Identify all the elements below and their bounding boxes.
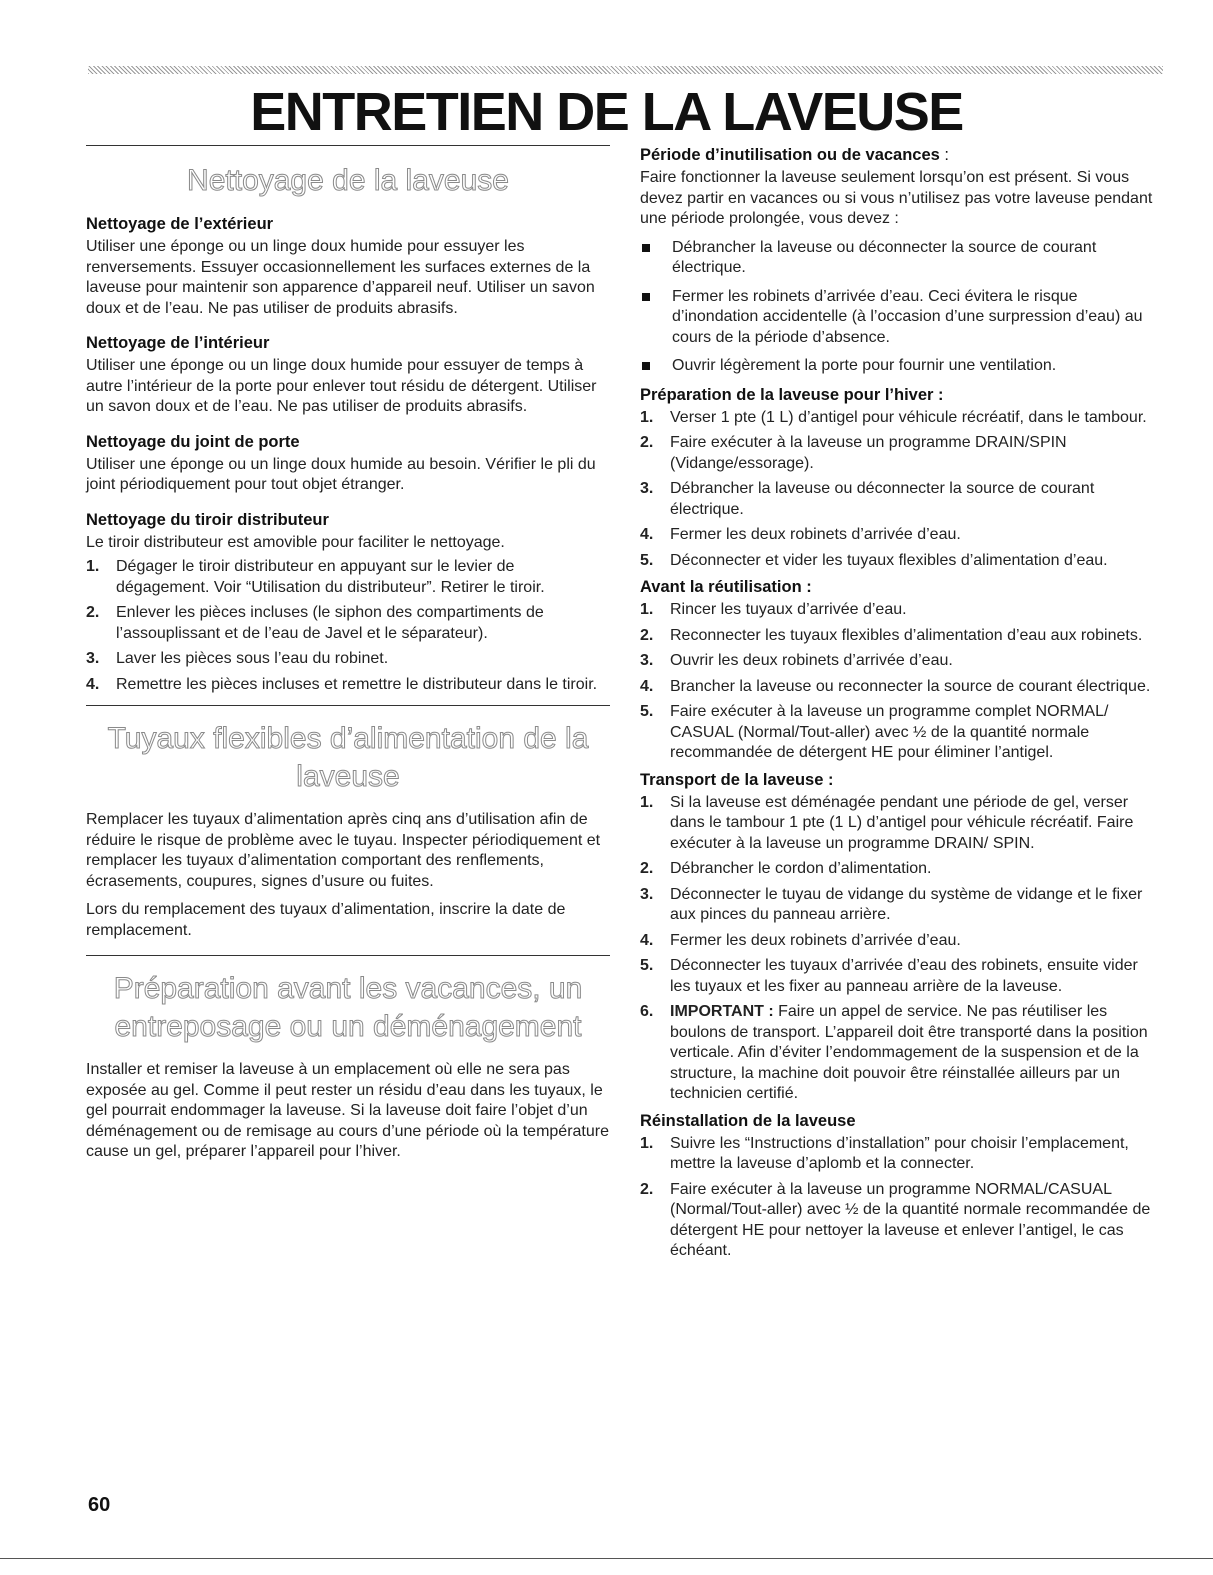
- step-text: Suivre les “Instructions d’installation” pour choisir l’emplacement, mettre la laveuse d’aplomb et la connecter.: [670, 1134, 1129, 1172]
- subheading-interior: Nettoyage de l’intérieur: [86, 334, 270, 352]
- step-number: 3.: [86, 650, 100, 667]
- step-number: 4.: [86, 675, 100, 693]
- paragraph-vacation-intro: Faire fonctionner la laveuse seulement lorsqu’on est présent. Si vous devez partir en vacances ou si vous n’utilisez pas votre laveuse pendant une période prolongée, vous devez :: [640, 169, 1153, 227]
- list-item: [86, 675, 610, 696]
- step-number: 1.: [86, 558, 100, 575]
- reuse-steps: [640, 600, 1160, 764]
- list-item: [86, 649, 610, 670]
- subheading-vacation-colon: :: [939, 146, 949, 164]
- list-item: [640, 677, 1160, 698]
- list-item: [640, 702, 1160, 764]
- step-text: Reconnecter les tuyaux flexibles d’alimentation d’eau aux robinets.: [670, 626, 1143, 644]
- step-number: 2.: [640, 1180, 654, 1198]
- step-text: Débrancher la laveuse ou déconnecter la source de courant électrique.: [670, 480, 1095, 518]
- step-number: 6.: [640, 1003, 654, 1020]
- list-item: [640, 433, 1160, 474]
- dispenser-steps: [86, 557, 610, 695]
- paragraph-hoses-2: Lors du remplacement des tuyaux d’alimentation, inscrire la date de remplacement.: [86, 901, 566, 939]
- paragraph-interior: Utiliser une éponge ou un linge doux humide pour essuyer de temps à autre l’intérieur de la porte pour enlever tout résidu de détergent. Utiliser un savon doux et de l’eau. Ne pas utiliser de produits abrasifs.: [86, 357, 597, 415]
- step-text: Rincer les tuyaux d’arrivée d’eau.: [670, 601, 907, 618]
- page-title: ENTRETIEN DE LA LAVEUSE: [250, 82, 963, 142]
- square-bullet-icon: [642, 293, 650, 301]
- bullet-text: Fermer les robinets d’arrivée d’eau. Ceci évitera le risque d’inondation accidentelle (à l’occasion d’une surpression d’eau) au cours de la période d’absence.: [672, 287, 1143, 346]
- step-text: Déconnecter les tuyaux d’arrivée d’eau des robinets, ensuite vider les tuyaux et les fixer au panneau arrière de la laveuse.: [670, 957, 1138, 995]
- list-item: [640, 793, 1160, 855]
- subheading-vacation-text: Période d’inutilisation ou de vacances: [640, 146, 940, 164]
- subheading-dispenser: Nettoyage du tiroir distributeur: [86, 510, 329, 529]
- step-number: 5.: [640, 957, 654, 974]
- bullet-text: Ouvrir légèrement la porte pour fournir une ventilation.: [672, 357, 1057, 374]
- subheading-vacation: [640, 145, 1160, 166]
- step-number: 3.: [640, 480, 654, 497]
- step-text: Remettre les pièces incluses et remettre le distributeur dans le tiroir.: [116, 675, 598, 693]
- list-item: [640, 885, 1160, 926]
- list-item: [86, 603, 610, 644]
- list-item: [640, 238, 1160, 279]
- step-number: 1.: [640, 408, 654, 426]
- winterize-steps: [640, 408, 1160, 572]
- step-number: 3.: [640, 652, 654, 669]
- step-number: 3.: [640, 885, 654, 903]
- list-item: [640, 1180, 1160, 1262]
- list-item: [640, 356, 1160, 377]
- vacation-bullets: [640, 238, 1160, 377]
- step-number: 1.: [640, 793, 654, 811]
- list-item: [640, 1002, 1160, 1105]
- list-item: [640, 859, 1160, 880]
- paragraph-vacation-storage: Installer et remiser la laveuse à un emplacement où elle ne sera pas exposée au gel. Comme il peut rester un résidu d’eau dans les tuyaux, le gel pourrait endommager la laveuse. Si la laveuse doit faire l’objet d’un déménagement ou de remisage au cours d’une période où la température cause un gel, préparer l’appareil pour l’hiver.: [86, 1061, 609, 1160]
- square-bullet-icon: [642, 362, 650, 370]
- step-number: 4.: [640, 677, 654, 695]
- subheading-door-seal: Nettoyage du joint de porte: [86, 432, 300, 451]
- subheading-exterior: Nettoyage de l’extérieur: [86, 215, 274, 233]
- list-item: [640, 1134, 1160, 1175]
- subheading-reinstall: Réinstallation de la laveuse: [640, 1111, 856, 1130]
- step-text: Faire exécuter à la laveuse un programme DRAIN/SPIN (Vidange/essorage).: [670, 434, 1067, 472]
- step-number: 2.: [640, 626, 654, 644]
- paragraph-door-seal: Utiliser une éponge ou un linge doux humide au besoin. Vérifier le pli du joint périodiquement pour tout objet étranger.: [86, 455, 596, 493]
- step-text: Laver les pièces sous l’eau du robinet.: [116, 650, 389, 667]
- section-rule: [86, 955, 610, 956]
- left-column: [86, 145, 610, 1177]
- reinstall-steps: [640, 1134, 1160, 1262]
- step-number: 5.: [640, 703, 654, 720]
- step-text: Ouvrir les deux robinets d’arrivée d’eau.: [670, 652, 953, 669]
- step-number: 2.: [86, 604, 100, 621]
- list-item: [640, 651, 1160, 672]
- step-text: Dégager le tiroir distributeur en appuyant sur le levier de dégagement. Voir “Utilisation du distributeur”. Retirer le tiroir.: [116, 558, 545, 596]
- transport-steps: [640, 793, 1160, 1105]
- list-item: [640, 408, 1160, 429]
- step-number: 4.: [640, 931, 654, 949]
- step-text: Faire exécuter à la laveuse un programme NORMAL/CASUAL (Normal/Tout-aller) avec ½ de la quantité normale recommandée de détergent HE pour nettoyer la laveuse et enlever l’antigel, le cas échéant.: [670, 1180, 1151, 1259]
- step-text: Faire un appel de service. Ne pas réutiliser les boulons de transport. L’appareil doit être transporté dans la position verticale. Afin d’éviter l’endommagement de la suspension et de la structure, la machine doit pouvoir être réinstallée ailleurs par un technicien certifié.: [670, 1003, 1148, 1102]
- step-text: Brancher la laveuse ou reconnecter la source de courant électrique.: [670, 677, 1151, 695]
- list-item: [86, 557, 610, 598]
- step-text: Déconnecter et vider les tuyaux flexibles d’alimentation d’eau.: [670, 551, 1108, 569]
- section-heading-cleaning: Nettoyage de la laveuse: [187, 164, 509, 197]
- step-text: Si la laveuse est déménagée pendant une période de gel, verser dans le tambour 1 pte (1 L) d’antigel pour véhicule récréatif. Faire exécuter à la laveuse un programme DRAIN/ SPIN.: [670, 793, 1134, 852]
- section-heading-vacation-storage: Préparation avant les vacances, un entreposage ou un déménagement: [113, 972, 583, 1043]
- list-item: [640, 600, 1160, 621]
- list-item: [640, 551, 1160, 572]
- step-text: Faire exécuter à la laveuse un programme complet NORMAL/ CASUAL (Normal/Tout-aller) avec ½ de la quantité normale recommandée de détergent HE pour éliminer l’antigel.: [670, 703, 1109, 761]
- section-rule: [86, 705, 610, 706]
- square-bullet-icon: [642, 244, 650, 252]
- step-text: Débrancher le cordon d’alimentation.: [670, 860, 932, 877]
- step-number: 1.: [640, 1134, 654, 1152]
- step-number: 2.: [640, 860, 654, 877]
- list-item: [640, 479, 1160, 520]
- list-item: [640, 931, 1160, 952]
- step-text: Fermer les deux robinets d’arrivée d’eau.: [670, 931, 961, 949]
- list-item: [640, 956, 1160, 997]
- step-text: Verser 1 pte (1 L) d’antigel pour véhicule récréatif, dans le tambour.: [670, 408, 1147, 426]
- footer-rule: [0, 1558, 1213, 1559]
- step-number: 1.: [640, 601, 654, 618]
- page-number: 60: [88, 1494, 111, 1516]
- subheading-transport: Transport de la laveuse :: [640, 770, 834, 789]
- section-heading-inlet-hoses: Tuyaux flexibles d’alimentation de la laveuse: [107, 722, 589, 793]
- list-item: [640, 525, 1160, 546]
- step-number: 4.: [640, 526, 654, 543]
- step-text: Fermer les deux robinets d’arrivée d’eau.: [670, 526, 961, 543]
- subheading-before-reuse: Avant la réutilisation :: [640, 578, 812, 596]
- right-column: [640, 145, 1160, 1268]
- list-item: [640, 287, 1160, 349]
- section-rule: [86, 145, 610, 146]
- step-number: 5.: [640, 551, 654, 569]
- list-item: [640, 626, 1160, 647]
- paragraph-dispenser-intro: Le tiroir distributeur est amovible pour faciliter le nettoyage.: [86, 533, 505, 551]
- step-number: 2.: [640, 434, 654, 451]
- step-text: Enlever les pièces incluses (le siphon des compartiments de l’assouplissant et de l’eau de Javel et le séparateur).: [116, 604, 544, 642]
- paragraph-exterior: Utiliser une éponge ou un linge doux humide pour essuyer les renversements. Essuyer occasionnellement les surfaces externes de la laveuse pour maintenir son apparence d’appareil neuf. Utiliser un savon doux et de l’eau. Ne pas utiliser de produits abrasifs.: [86, 238, 595, 317]
- subheading-winterize: Préparation de la laveuse pour l’hiver :: [640, 385, 944, 404]
- bullet-text: Débrancher la laveuse ou déconnecter la source de courant électrique.: [672, 238, 1097, 276]
- step-text: Déconnecter le tuyau de vidange du système de vidange et le fixer aux pinces du panneau arrière.: [670, 885, 1143, 923]
- header-pattern-band: [88, 66, 1163, 74]
- important-label: IMPORTANT :: [670, 1003, 774, 1020]
- paragraph-hoses-1: Remplacer les tuyaux d’alimentation après cinq ans d’utilisation afin de réduire le risque de problème avec le tuyau. Inspecter périodiquement et remplacer les tuyaux d’alimentation comportant des renflements, écrasements, coupures, signes d’usure ou fuites.: [86, 811, 601, 890]
